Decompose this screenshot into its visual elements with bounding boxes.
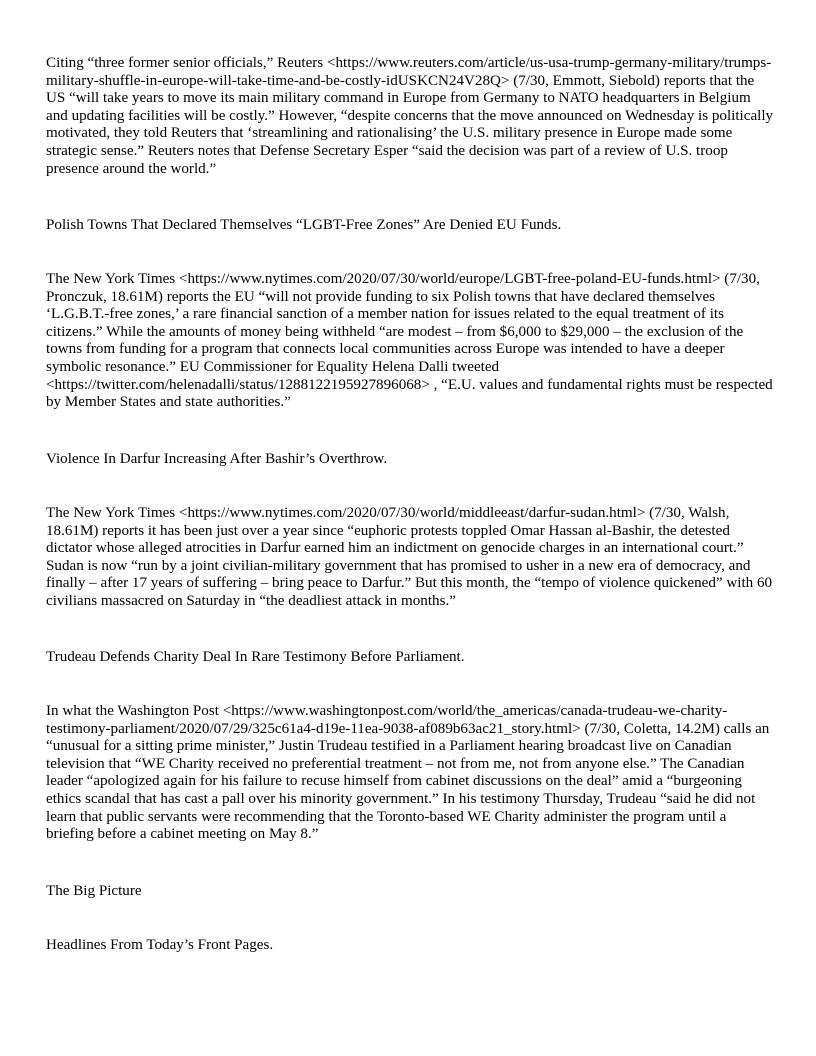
front-pages-heading: Headlines From Today’s Front Pages. (46, 937, 274, 953)
nyt-darfur-paragraph: The New York Times <https://www.nytimes.com/2020/07/30/world/middleeast/darfur-sudan.html> (7/30, Walsh, 18.61M) reports it has been just over a year since “euphoric protests toppled Omar Hassan al-Bashir, the detested dictator whose alleged atrocities in Darfur earned him an indictment on genocide charges in an international court.” Sudan is now “run by a joint civilian-military government that has promised to usher in a new era of democracy, and finally – after 17 years of suffering – bring peace to Darfur.” But this month, the “tempo of violence quickened” with 60 civilians massacred on Saturday in “the deadliest attack in months.” (46, 505, 773, 609)
wapo-trudeau-paragraph: In what the Washington Post <https://www.washingtonpost.com/world/the_americas/canada-trudeau-we-charity-testimony-parliament/2020/07/29/325c61a4-d19e-11ea-9038-af089b63ac21_story.html> (7/30, Coletta, 14.2M) calls an “unusual for a sitting prime minister,” Justin Trudeau testified in a Parliament hearing broadcast live on Canadian television that “WE Charity received no preferential treatment – not from me, not from anyone else.” The Canadian leader “apologized again for his failure to recuse himself from cabinet discussions on the deal” amid a “burgeoning ethics scandal that has cast a pall over his minority government.” In his testimony Thursday, Trudeau “said he did not learn that public servants were recommending that the Toronto-based WE Charity administer the program until a briefing before a cabinet meeting on May 8.” (46, 703, 770, 843)
darfur-headline: Violence In Darfur Increasing After Bashir’s Overthrow. (46, 451, 388, 467)
big-picture-heading: The Big Picture (46, 883, 142, 899)
trudeau-headline: Trudeau Defends Charity Deal In Rare Testimony Before Parliament. (46, 649, 465, 665)
poland-headline: Polish Towns That Declared Themselves “LGBT-Free Zones” Are Denied EU Funds. (46, 217, 562, 233)
reuters-paragraph: Citing “three former senior officials,” Reuters <https://www.reuters.com/article/us-usa-trump-germany-military/trumps-military-shuffle-in-europe-will-take-time-and-be-costly-idUSKCN24V28Q> (7/30, Emmott, Siebold) reports that the US “will take years to move its main military command in Europe from Germany to NATO headquarters in Belgium and updating facilities will be costly.” However, “despite concerns that the move announced on Wednesday is politically motivated, they told Reuters that ‘streamlining and rationalising’ the U.S. military presence in Europe made some strategic sense.” Reuters notes that Defense Secretary Esper “said the decision was part of a review of U.S. troop presence around the world.” (46, 55, 774, 177)
nyt-poland-paragraph: The New York Times <https://www.nytimes.com/2020/07/30/world/europe/LGBT-free-poland-EU-funds.html> (7/30, Pronczuk, 18.61M) reports the EU “will not provide funding to six Polish towns that have declared themselves ‘L.G.B.T.-free zones,’ a rare financial sanction of a member nation for issues related to the equal treatment of its citizens.” While the amounts of money being withheld “are modest – from $6,000 to $29,000 – the exclusion of the towns from funding for a program that connects local communities across Europe was intended to have a deeper symbolic resonance.” EU Commissioner for Equality Helena Dalli tweeted <https://twitter.com/helenadalli/status/1288122195927896068> , “E.U. values and fundamental rights must be respected by Member States and state authorities.” (46, 271, 773, 411)
